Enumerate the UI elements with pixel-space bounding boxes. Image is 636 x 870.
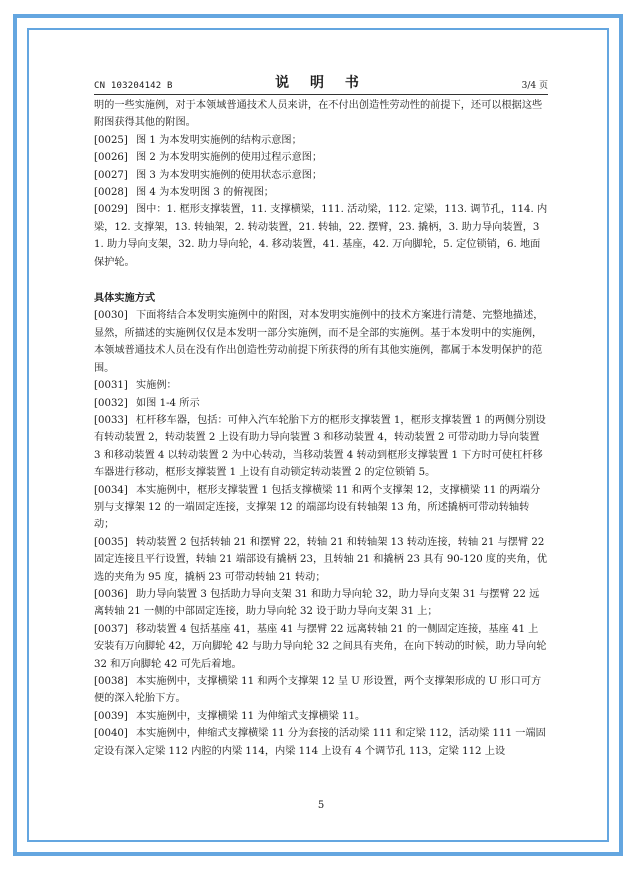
- paragraph: [94, 395, 548, 412]
- paragraph-text: 移动装置 4 包括基座 41，基座 41 与摆臂 22 远离转轴 21 的一侧固定连接，基座 41 上安装有万向脚轮 42，万向脚轮 42 与助力导向轮 32 之间具有夹角，在向下转动的时候，助力导向轮 32 和万向脚轮 42 可先后着地。: [94, 623, 547, 670]
- paragraph: [94, 412, 548, 482]
- page-footer: [94, 800, 548, 811]
- paragraph: [94, 97, 548, 132]
- paragraph: [94, 167, 548, 184]
- paragraph-number: [0035]: [94, 536, 128, 548]
- paragraph-text: 明的一些实施例，对于本领域普通技术人员来讲，在不付出创造性劳动性的前提下，还可以根据这些附图获得其他的附图。: [94, 100, 543, 129]
- paragraph: [94, 201, 548, 271]
- paragraph: [94, 307, 548, 377]
- paragraph-text: 本实施例中，支撑横梁 11 为伸缩式支撑横梁 11。: [136, 710, 366, 722]
- paragraph-number: [0027]: [94, 169, 128, 181]
- paragraph: [94, 184, 548, 201]
- paragraph-number: [0036]: [94, 588, 128, 600]
- document-page: [94, 72, 548, 760]
- paragraph-text: 本实施例中，支撑横梁 11 和两个支撑架 12 呈 U 形设置，两个支撑架形成的 U 形口可方便的深入轮胎下方。: [94, 676, 542, 705]
- paragraph: [94, 149, 548, 166]
- page-number: 5: [317, 800, 325, 811]
- paragraph: [94, 482, 548, 534]
- paragraph-text: 助力导向装置 3 包括助力导向支架 31 和助力导向轮 32，助力导向支架 31 与摆臂 22 远离转轴 21 一侧的中部固定连接，助力导向轮 32 设于助力导向支架 31 上；: [94, 588, 540, 618]
- paragraph: [94, 673, 548, 708]
- paragraph-text: 图 3 为本发明实施例的使用状态示意图；: [136, 169, 323, 181]
- paragraph-number: [0029]: [94, 204, 128, 216]
- paragraph-text: 本实施例中，框形支撑装置 1 包括支撑横梁 11 和两个支撑架 12，支撑横梁 11 的两端分别与支撑架 12 的一端固定连接，支撑架 12 的端部均设有转轴架 13 角，所述撬柄可带动转轴转动；: [94, 484, 541, 531]
- paragraph-text: 图 1 为本发明实施例的结构示意图；: [136, 134, 302, 146]
- paragraph-number: [0040]: [94, 728, 128, 740]
- paragraph: [94, 621, 548, 673]
- paragraph: [94, 377, 548, 394]
- paragraph-text: 下面将结合本发明实施例中的附图，对本发明实施例中的技术方案进行清楚、完整地描述，显然，所描述的实施例仅仅是本发明一部分实施例，而不是全部的实施例。基于本发明中的实施例，本领域普通技术人员在没有作出创造性劳动前提下所获得的所有其他实施例，都属于本发明保护的范围。: [94, 310, 544, 374]
- paragraph-text: 图中：1. 框形支撑装置，11. 支撑横梁，111. 活动梁，112. 定梁，113. 调节孔，114. 内梁，12. 支撑架，13. 转轴架，2. 转动装置，21. 转轴，22. 摆臂，23. 撬柄，3. 助力导向装置，31. 助力导向支架，32. 助力导向轮，4. 移动装置，41. 基座，42. 万向脚轮，5. 定位锁销，6. 地面保护轮。: [94, 204, 548, 268]
- page-header: [94, 72, 548, 95]
- paragraph: [94, 708, 548, 725]
- paragraph-number: [0033]: [94, 414, 128, 426]
- paragraph-number: [0039]: [94, 710, 128, 722]
- paragraph-number: [0034]: [94, 484, 128, 496]
- page-title: 说 明 书: [275, 75, 367, 91]
- paragraph-text: 如图 1-4 所示: [136, 397, 200, 409]
- paragraph-number: [0026]: [94, 152, 128, 164]
- paragraph-text: 转动装置 2 包括转轴 21 和摆臂 22，转轴 21 和转轴架 13 转动连接，转轴 21 与摆臂 22 固定连接且平行设置，转轴 21 端部设有撬柄 23，且转轴 21 和撬柄 23 具有 90-120 度的夹角，优选的夹角为 95 度，撬柄 23 可带动转轴 21 转动；: [94, 536, 548, 583]
- paragraph-number: [0031]: [94, 380, 128, 392]
- patent-number: CN 103204142 B: [94, 81, 173, 91]
- paragraph-number: [0025]: [94, 134, 128, 146]
- paragraph: [94, 586, 548, 621]
- document-body: [94, 97, 548, 760]
- paragraph-text: 实施例：: [136, 380, 177, 392]
- paragraph-text: 图 4 为本发明图 3 的俯视图；: [136, 187, 274, 199]
- paragraph-text: 图 2 为本发明实施例的使用过程示意图；: [136, 152, 323, 164]
- section-heading: 具体实施方式: [94, 292, 156, 305]
- paragraph: [94, 534, 548, 586]
- paragraph: [94, 725, 548, 760]
- paragraph-number: [0038]: [94, 676, 128, 687]
- paragraph-number: [0030]: [94, 310, 128, 322]
- paragraph-number: [0028]: [94, 187, 128, 199]
- paragraph-number: [0037]: [94, 623, 128, 635]
- paragraph-text: 杠杆移车器，包括：可伸入汽车轮胎下方的框形支撑装置 1，框形支撑装置 1 的两侧分别设有转动装置 2，转动装置 2 上设有助力导向装置 3 和移动装置 4，转动装置 2 可带动助力导向装置 3 和移动装置 4 以转动装置 2 为中心转动，当移动装置 4 转动到框形支撑装置 1 下方时可使杠杆移车器进行移动，框形支撑装置 1 上设有自动锁定转动装置 2 的定位锁销 5。: [94, 414, 546, 479]
- paragraph-number: [0032]: [94, 397, 128, 409]
- paragraph: [94, 132, 548, 149]
- paragraph-text: 本实施例中，伸缩式支撑横梁 11 分为套接的活动梁 111 和定梁 112，活动梁 111 一端固定设有深入定梁 112 内腔的内梁 114，内梁 114 上设有 4 个调节孔 113，定梁 112 上设: [94, 728, 546, 757]
- page-info: 3/4 页: [521, 81, 548, 91]
